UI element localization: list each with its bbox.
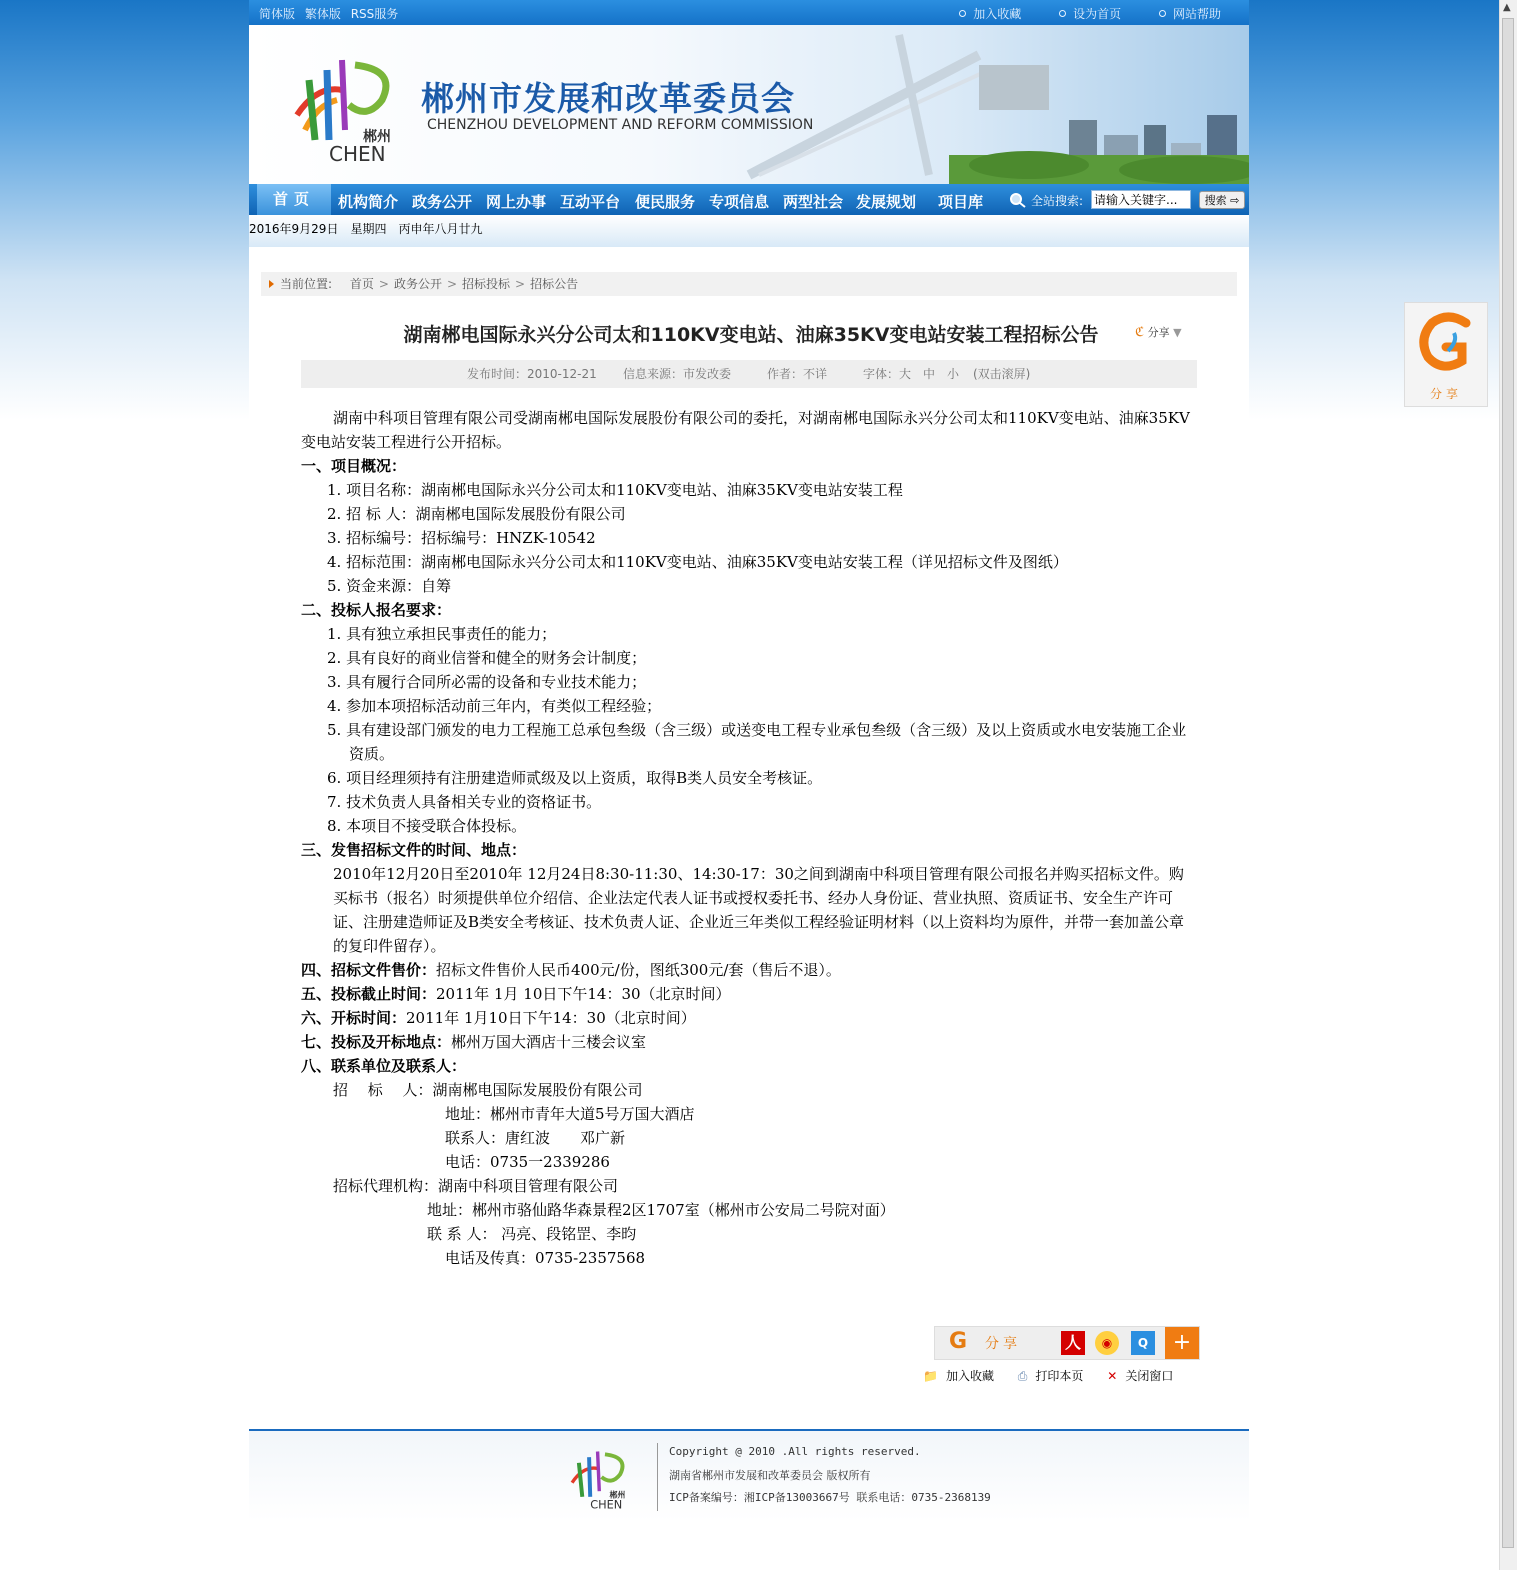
bottom-add-favorite[interactable]: 加入收藏 [945, 1369, 994, 1383]
link-traditional[interactable]: 繁体版 [304, 7, 341, 21]
top-bar [249, 0, 1249, 25]
share-swirl-icon: ℭ [1135, 325, 1145, 340]
favorite-folder-icon: 📁 [923, 1369, 938, 1383]
meta-source: 信息来源：市发改委 [623, 367, 732, 381]
chevron-down-icon: ▼ [1173, 326, 1182, 339]
breadcrumb-sep-icon: > [446, 277, 458, 291]
breadcrumb-sep-icon: > [378, 277, 389, 291]
section-heading: 八、联系单位及联系人： [301, 1057, 467, 1075]
list-item: 4. 招标范围：湖南郴电国际永兴分公司太和110KV变电站、油麻35KV变电站安装工程（详见招标文件及图纸） [327, 553, 1068, 571]
list-item: 1. 具有独立承担民事责任的能力； [327, 625, 557, 643]
nav-item-online-service[interactable]: 网上办事 [486, 193, 547, 211]
link-set-homepage[interactable]: 设为首页 [1059, 7, 1121, 21]
scrollbar-thumb[interactable] [1502, 18, 1514, 1548]
breadcrumb [261, 272, 1237, 296]
list-item: 5. 具有建设部门颁发的电力工程施工总承包叁级（含三级）或送变电工程专业承包叁级（含三级）及以上资质或水电安装施工企业资质。 [327, 721, 1187, 763]
list-item: 7. 技术负责人具备相关专业的资格证书。 [327, 793, 602, 811]
meta-dblclick-scroll: (双击滚屏) [973, 367, 1031, 381]
renren-icon[interactable]: 人 [1061, 1331, 1085, 1355]
svg-text:CHEN: CHEN [329, 142, 386, 165]
section-text: 招标文件售价人民币400元/份，图纸300元/套（售后不退）。 [436, 961, 841, 979]
nav-item-special-info[interactable]: 专项信息 [709, 193, 770, 211]
search-input[interactable] [1091, 190, 1191, 209]
contact-phone: 电话及传真：0735-2357568 [445, 1249, 646, 1267]
footer-logo-icon [554, 1443, 644, 1511]
search-button[interactable]: 搜索 ⇨ [1199, 191, 1245, 209]
nav-item-planning[interactable]: 发展规划 [856, 193, 917, 211]
contact-agency: 招标代理机构：湖南中科项目管理有限公司 [333, 1177, 619, 1195]
section-text: 2011年 1月 10日下午14：30（北京时间） [436, 985, 731, 1003]
article-title: 湖南郴电国际永兴分公司太和110KV变电站、油麻35KV变电站安装工程招标公告 [403, 324, 1099, 346]
nav-item-two-type-society[interactable]: 两型社会 [783, 193, 844, 211]
footer-owner: 湖南省郴州市发展和改革委员会 版权所有 [669, 1469, 871, 1482]
meta-date: 发布时间：2010-12-21 [467, 367, 597, 381]
contact-phone: 电话：0735一2339286 [445, 1153, 610, 1171]
share-bar [934, 1326, 1200, 1360]
nav-item-projects[interactable]: 项目库 [938, 193, 984, 211]
link-simplified[interactable]: 简体版 [259, 7, 296, 21]
section-heading: 四、招标文件售价： [301, 961, 437, 979]
share-swirl-icon [1418, 311, 1474, 377]
footer-divider [657, 1443, 658, 1511]
search-label: 全站搜索: [1031, 194, 1084, 208]
font-size-small[interactable]: 小 [947, 367, 960, 381]
language-links [259, 5, 404, 22]
list-item: 3. 招标编号：招标编号：HNZK-10542 [327, 529, 596, 547]
footer-icp: ICP备案编号：湘ICP备13003667号 联系电话：0735-2368139 [669, 1491, 991, 1504]
font-size-medium[interactable]: 中 [923, 367, 936, 381]
section-heading: 一、项目概况： [301, 457, 407, 475]
share-swirl-icon[interactable]: G [949, 1329, 968, 1354]
top-links [925, 5, 1221, 22]
svg-text:郴州: 郴州 [363, 129, 391, 145]
contact-address: 地址：郴州市青年大道5号万国大酒店 [445, 1105, 695, 1123]
section-text: 2011年 1月10日下午14：30（北京时间） [406, 1009, 696, 1027]
link-site-help[interactable]: 网站帮助 [1159, 7, 1221, 21]
site-title-en: CHENZHOU DEVELOPMENT AND REFORM COMMISSION [427, 117, 814, 133]
list-item: 6. 项目经理须持有注册建造师贰级及以上资质，取得B类人员安全考核证。 [327, 769, 823, 787]
breadcrumb-arrow-icon [269, 280, 274, 288]
bottom-action-links [915, 1367, 1173, 1384]
contact-person: 联 系 人： 冯亮、段铭罡、李昀 [427, 1225, 637, 1243]
section-heading: 五、投标截止时间： [301, 985, 437, 1003]
list-item: 5. 资金来源：自筹 [327, 577, 452, 595]
section-heading: 二、投标人报名要求： [301, 601, 452, 619]
meta-font-label: 字体： [863, 367, 900, 381]
main-nav [249, 184, 1249, 215]
svg-text:CHEN: CHEN [590, 1497, 623, 1511]
list-item: 1. 项目名称：湖南郴电国际永兴分公司太和110KV变电站、油麻35KV变电站安装工程 [327, 481, 903, 499]
list-item: 2. 招 标 人：湖南郴电国际发展股份有限公司 [327, 505, 626, 523]
list-item: 4. 参加本项招标活动前三年内，有类似工程经验； [327, 697, 662, 715]
printer-icon: ⎙ [1017, 1369, 1028, 1383]
magnifier-icon [1009, 192, 1027, 208]
floating-share-widget[interactable] [1404, 302, 1488, 407]
meta-author: 作者：不详 [767, 367, 828, 381]
search-button-label: 搜索 [1204, 194, 1227, 207]
section-text: 郴州万国大酒店十三楼会议室 [451, 1033, 647, 1051]
share-dropdown-label: 分享 [1147, 326, 1170, 339]
section-paragraph: 2010年12月20日至2010年 12月24日8:30-11:30、14:30-17：30之间到湖南中科项目管理有限公司报名并购买招标文件。购买标书（报名）时须提供单位介绍信、企业法定代表人证书或授权委托书、经办人身份证、营业执照、资质证书、安全生产许可证、注册建造师证及B类安全考核证、技术负责人证、企业近三年类似工程经验证明材料（以上资料均为原件，并带一套加盖公章的复印件留存）。 [333, 865, 1185, 955]
breadcrumb-government[interactable]: 政务公开 [393, 277, 442, 291]
crane-skyline-illustration [729, 25, 1249, 184]
nav-item-convenience[interactable]: 便民服务 [635, 193, 696, 211]
close-icon: ✕ [1107, 1369, 1118, 1383]
bottom-print-page[interactable]: 打印本页 [1035, 1369, 1084, 1383]
qzone-icon[interactable]: Q [1131, 1331, 1155, 1355]
scroll-up-icon[interactable]: ▲ [1503, 2, 1511, 13]
section-heading: 三、发售招标文件的时间、地点： [301, 841, 527, 859]
breadcrumb-sep-icon: > [515, 277, 526, 291]
svg-text:郴州: 郴州 [609, 1490, 626, 1500]
site-title: 郴州市发展和改革委员会 [421, 79, 795, 118]
link-add-favorite[interactable]: 加入收藏 [959, 7, 1021, 21]
chenzhou-logo-icon[interactable] [287, 45, 402, 165]
contact-address: 地址：郴州市骆仙路华森景程2区1707室（郴州市公安局二号院对面） [427, 1201, 895, 1219]
nav-item-about[interactable]: 机构简介 [338, 193, 399, 211]
page-footer [249, 1429, 1249, 1521]
breadcrumb-bidding[interactable]: 招标投标 [462, 277, 511, 291]
nav-home[interactable]: 首页 [257, 184, 331, 215]
header-banner [249, 25, 1249, 184]
page-scrollbar[interactable] [1499, 0, 1517, 1570]
weibo-icon[interactable]: ◉ [1095, 1331, 1119, 1355]
share-bar-label[interactable]: 分享 [985, 1336, 1021, 1352]
nav-item-interaction[interactable]: 互动平台 [560, 193, 621, 211]
floating-share-label: 分享 [1429, 387, 1462, 401]
list-item: 8. 本项目不接受联合体投标。 [327, 817, 527, 835]
article-meta [301, 360, 1197, 388]
page-wrapper [249, 0, 1249, 1570]
section-heading: 七、投标及开标地点： [301, 1033, 452, 1051]
breadcrumb-announcement[interactable]: 招标公告 [530, 277, 579, 291]
section-heading: 六、开标时间： [301, 1009, 407, 1027]
breadcrumb-home[interactable]: 首页 [349, 277, 374, 291]
date-bar: 2016年9月29日 星期四 丙申年八月廿九 [249, 215, 1249, 247]
font-size-large[interactable]: 大 [899, 367, 912, 381]
nav-item-government[interactable]: 政务公开 [412, 193, 473, 211]
share-dropdown[interactable] [1135, 324, 1182, 340]
contact-tenderer: 招 标 人：湖南郴电国际发展股份有限公司 [333, 1081, 643, 1099]
link-rss[interactable]: RSS服务 [350, 7, 399, 21]
more-share-plus-icon[interactable]: + [1165, 1327, 1199, 1359]
bottom-close-window[interactable]: 关闭窗口 [1125, 1369, 1174, 1383]
list-item: 3. 具有履行合同所必需的设备和专业技术能力； [327, 673, 647, 691]
contact-person: 联系人：唐红波 邓广新 [445, 1129, 626, 1147]
article-intro: 湖南中科项目管理有限公司受湖南郴电国际发展股份有限公司的委托，对湖南郴电国际永兴分公司太和110KV变电站、油麻35KV变电站安装工程进行公开招标。 [301, 409, 1190, 451]
footer-copyright: Copyright @ 2010 .All rights reserved. [669, 1445, 921, 1458]
breadcrumb-label: 当前位置: [280, 277, 333, 291]
article-body [301, 406, 1197, 1270]
list-item: 2. 具有良好的商业信誉和健全的财务会计制度； [327, 649, 647, 667]
